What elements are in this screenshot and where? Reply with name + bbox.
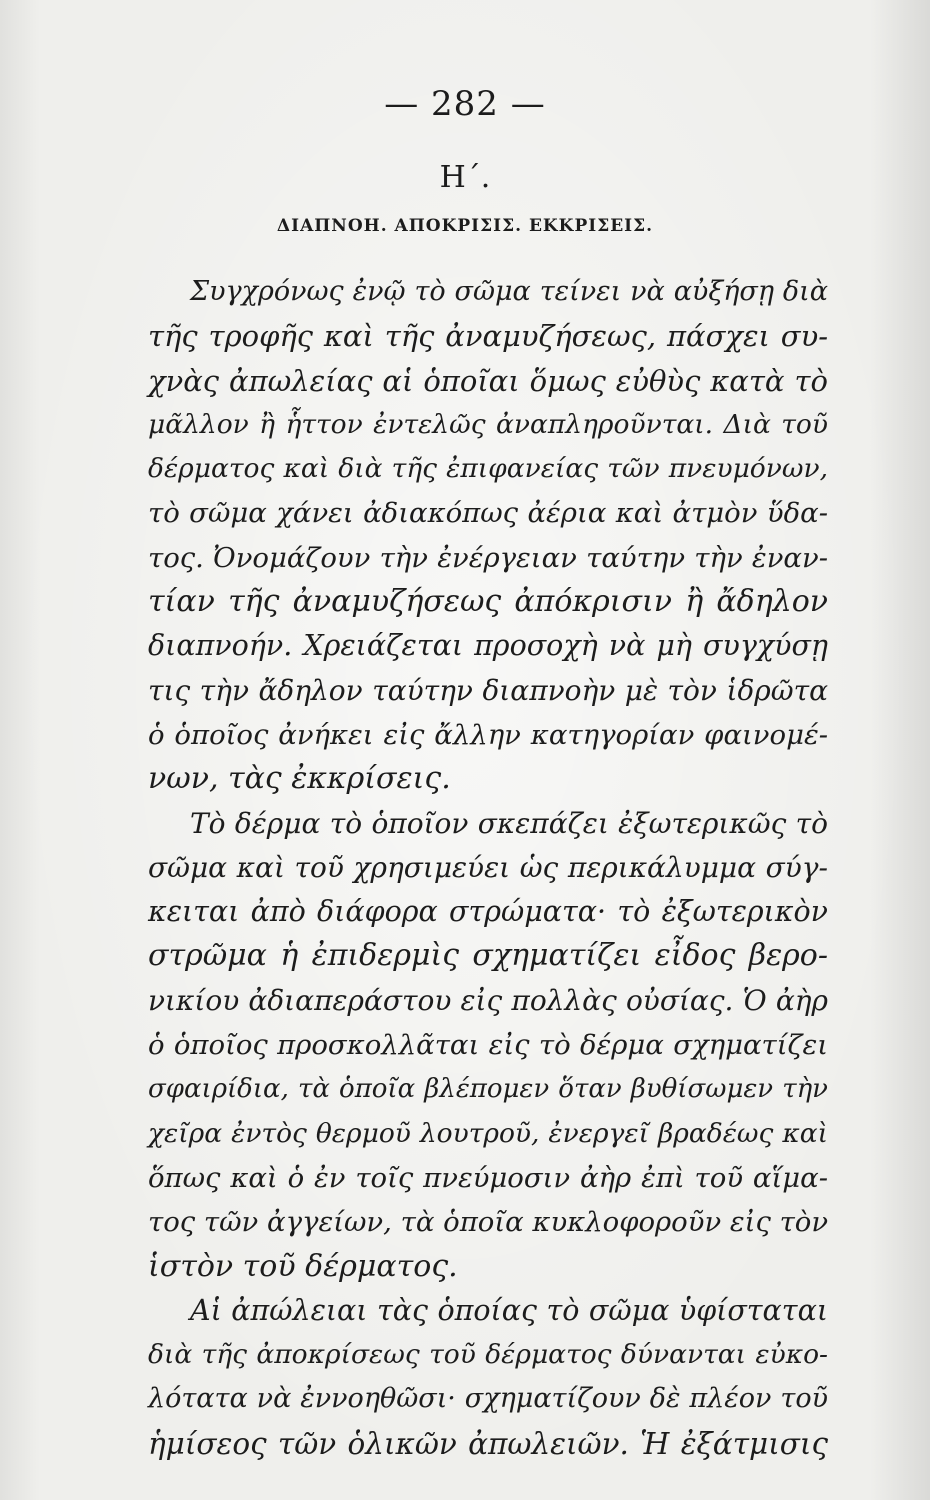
text-line: νων, τὰς ἐκκρίσεις. bbox=[148, 761, 451, 797]
text-line: τῆς τροφῆς καὶ τῆς ἀναμυζήσεως, πάσχει συ- bbox=[148, 319, 828, 354]
text-line: τὸ σῶμα χάνει ἀδιακόπως ἀέρια καὶ ἀτμὸν ὕδα- bbox=[148, 497, 828, 530]
text-line: ὁ ὁποῖος προσκολλᾶται εἰς τὸ δέρμα σχηματίζει bbox=[148, 1029, 828, 1062]
text-line: Αἱ ἀπώλειαι τὰς ὁποίας τὸ σῶμα ὑφίσταται bbox=[190, 1293, 828, 1327]
text-line: νικίου ἀδιαπεράστου εἰς πολλὰς οὐσίας. Ὁ ἀὴρ bbox=[148, 983, 828, 1017]
text-line: ἱστὸν τοῦ δέρματος. bbox=[148, 1248, 458, 1284]
text-line: χνὰς ἀπωλείας αἱ ὁποῖαι ὅμως εὐθὺς κατὰ τὸ bbox=[148, 363, 828, 398]
chapter-title: ΔΙΑΠΝΟΗ. ΑΠΟΚΡΙΣΙΣ. ΕΚΚΡΙΣΕΙΣ. bbox=[276, 216, 654, 236]
text-line: δέρματος καὶ διὰ τῆς ἐπιφανείας τῶν πνευμόνων, bbox=[148, 453, 828, 485]
text-line: ὁ ὁποῖος ἀνήκει εἰς ἄλλην κατηγορίαν φαινομέ- bbox=[148, 718, 828, 751]
text-line: Τὸ δέρμα τὸ ὁποῖον σκεπάζει ἐξωτερικῶς τὸ bbox=[190, 806, 828, 840]
paragraph-1 bbox=[148, 270, 828, 802]
text-line: διὰ τῆς ἀποκρίσεως τοῦ δέρματος δύνανται εὐκο- bbox=[148, 1339, 828, 1371]
text-line: τίαν τῆς ἀναμυζήσεως ἀπόκρισιν ἢ ἄδηλον bbox=[148, 584, 828, 620]
text-line: τος τῶν ἀγγείων, τὰ ὁποῖα κυκλοφοροῦν εἰς τὸν bbox=[148, 1206, 829, 1239]
text-line: διαπνοήν. Χρειάζεται προσοχὴ νὰ μὴ συγχύσῃ bbox=[148, 629, 828, 663]
text-line: τος. Ὀνομάζουν τὴν ἐνέργειαν ταύτην τὴν ἐναν- bbox=[148, 541, 828, 574]
text-line: ὅπως καὶ ὁ ἐν τοῖς πνεύμοσιν ἀὴρ ἐπὶ τοῦ αἵμα- bbox=[148, 1161, 828, 1194]
page-number: — 282 — bbox=[384, 84, 546, 124]
text-line: ἡμίσεος τῶν ὁλικῶν ἀπωλειῶν. Ἡ ἐξάτμισις bbox=[148, 1426, 828, 1461]
paragraph-3 bbox=[148, 1289, 828, 1466]
text-line: λότατα νὰ ἐννοηθῶσι· σχηματίζουν δὲ πλέον τοῦ bbox=[148, 1383, 828, 1415]
text-line: Συγχρόνως ἐνῷ τὸ σῶμα τείνει νὰ αὐξήσῃ διὰ bbox=[190, 276, 828, 307]
body-text bbox=[148, 270, 828, 1466]
text-line: τις τὴν ἄδηλον ταύτην διαπνοὴν μὲ τὸν ἱδρῶτα bbox=[148, 673, 828, 707]
paragraph-2 bbox=[148, 802, 828, 1289]
text-line: σῶμα καὶ τοῦ χρησιμεύει ὡς περικάλυμμα σύγ- bbox=[148, 850, 828, 884]
text-line: μᾶλλον ἢ ἧττον ἐντελῶς ἀναπληροῦνται. Διὰ τοῦ bbox=[148, 408, 828, 440]
text-line: κειται ἀπὸ διάφορα στρώματα· τὸ ἐξωτερικὸν bbox=[148, 895, 828, 929]
text-line: χεῖρα ἐντὸς θερμοῦ λουτροῦ, ἐνεργεῖ βραδέως καὶ bbox=[148, 1117, 828, 1149]
text-line: στρῶμα ἡ ἐπιδερμὶς σχηματίζει εἶδος βερο- bbox=[148, 938, 828, 974]
chapter-numeral: Η΄. bbox=[439, 160, 491, 195]
text-line: σφαιρίδια, τὰ ὁποῖα βλέπομεν ὅταν βυθίσωμεν τὴν bbox=[148, 1074, 828, 1105]
